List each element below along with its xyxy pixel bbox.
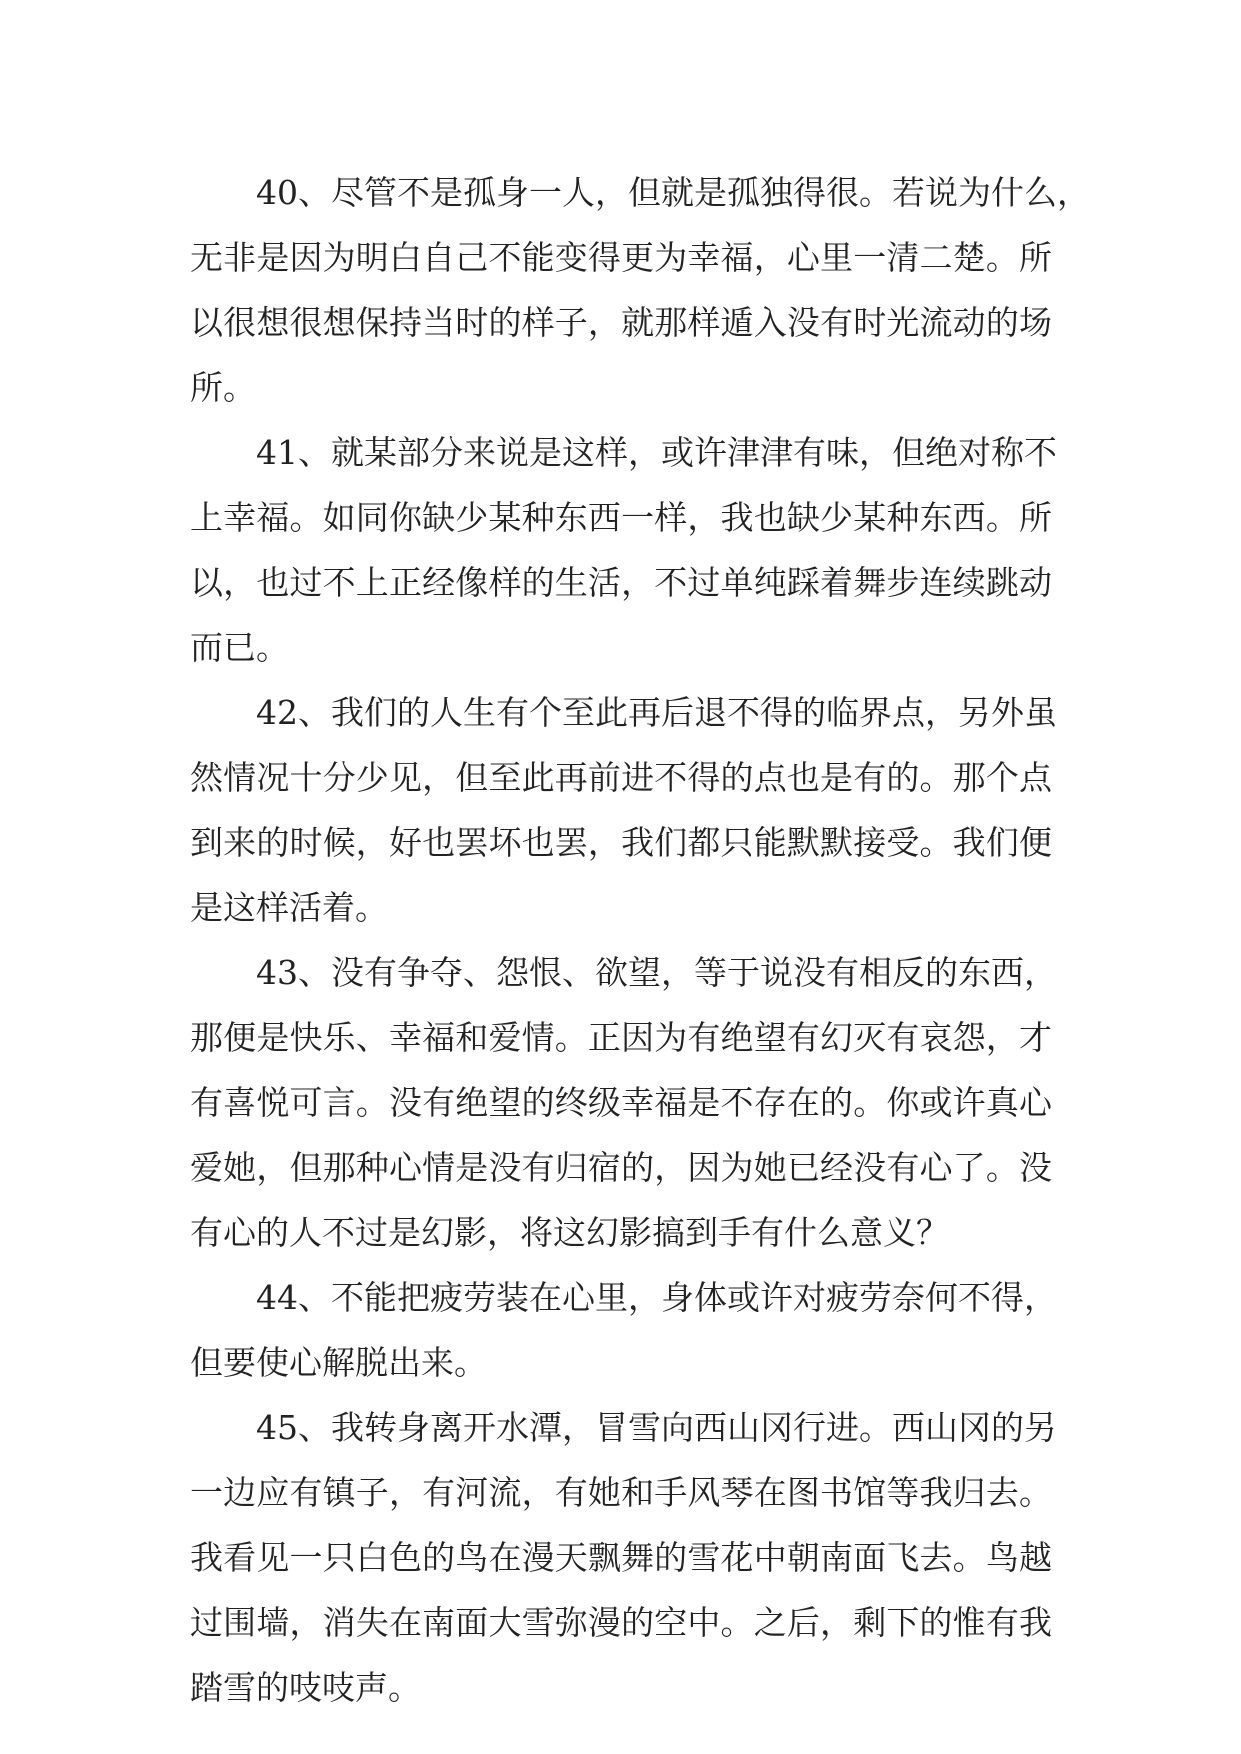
paragraph-line: 然情况十分少见，但至此再前进不得的点也是有的。那个点 bbox=[190, 758, 1052, 797]
paragraph-line: 有喜悦可言。没有绝望的终级幸福是不存在的。你或许真心 bbox=[190, 1083, 1052, 1122]
paragraph-line: 过围墙，消失在南面大雪弥漫的空中。之后，剩下的惟有我 bbox=[190, 1603, 1052, 1642]
paragraph-line: 爱她，但那种心情是没有归宿的，因为她已经没有心了。没 bbox=[190, 1148, 1052, 1187]
paragraph-line: 我看见一只白色的鸟在漫天飘舞的雪花中朝南面飞去。鸟越 bbox=[190, 1538, 1052, 1577]
paragraph-line: 42、我们的人生有个至此再后退不得的临界点，另外虽 bbox=[256, 693, 1057, 732]
document-body bbox=[190, 160, 1090, 1720]
paragraph-line: 43、没有争夺、怨恨、欲望，等于说没有相反的东西， bbox=[256, 953, 1057, 992]
paragraph-line: 41、就某部分来说是这样，或许津津有味，但绝对称不 bbox=[256, 433, 1057, 472]
paragraph-line: 所。 bbox=[190, 368, 256, 407]
paragraph-line: 有心的人不过是幻影，将这幻影搞到手有什么意义？ bbox=[190, 1213, 949, 1252]
paragraph-45 bbox=[190, 1395, 1057, 1720]
paragraph-43 bbox=[190, 940, 1057, 1265]
paragraph-line: 是这样活着。 bbox=[190, 888, 388, 927]
paragraph-line: 44、不能把疲劳装在心里，身体或许对疲劳奈何不得， bbox=[256, 1278, 1057, 1317]
paragraph-line: 踏雪的吱吱声。 bbox=[190, 1668, 421, 1707]
paragraph-line: 以很想很想保持当时的样子，就那样遁入没有时光流动的场 bbox=[190, 303, 1052, 342]
paragraph-44 bbox=[190, 1265, 1057, 1395]
paragraph-line: 无非是因为明白自己不能变得更为幸福，心里一清二楚。所 bbox=[190, 238, 1052, 277]
paragraph-line: 上幸福。如同你缺少某种东西一样，我也缺少某种东西。所 bbox=[190, 498, 1052, 537]
paragraph-line: 45、我转身离开水潭，冒雪向西山冈行进。西山冈的另 bbox=[256, 1408, 1057, 1447]
paragraph-line: 40、尽管不是孤身一人，但就是孤独得很。若说为什么， bbox=[256, 173, 1090, 212]
paragraph-line: 一边应有镇子，有河流，有她和手风琴在图书馆等我归去。 bbox=[190, 1473, 1052, 1512]
paragraph-40 bbox=[190, 160, 1090, 420]
paragraph-line: 那便是快乐、幸福和爱情。正因为有绝望有幻灭有哀怨，才 bbox=[190, 1018, 1052, 1057]
paragraph-line: 到来的时候，好也罢坏也罢，我们都只能默默接受。我们便 bbox=[190, 823, 1052, 862]
paragraph-42 bbox=[190, 680, 1057, 940]
paragraph-line: 以，也过不上正经像样的生活，不过单纯踩着舞步连续跳动 bbox=[190, 563, 1052, 602]
paragraph-line: 但要使心解脱出来。 bbox=[190, 1343, 487, 1382]
paragraph-41 bbox=[190, 420, 1057, 680]
paragraph-line: 而已。 bbox=[190, 628, 289, 667]
